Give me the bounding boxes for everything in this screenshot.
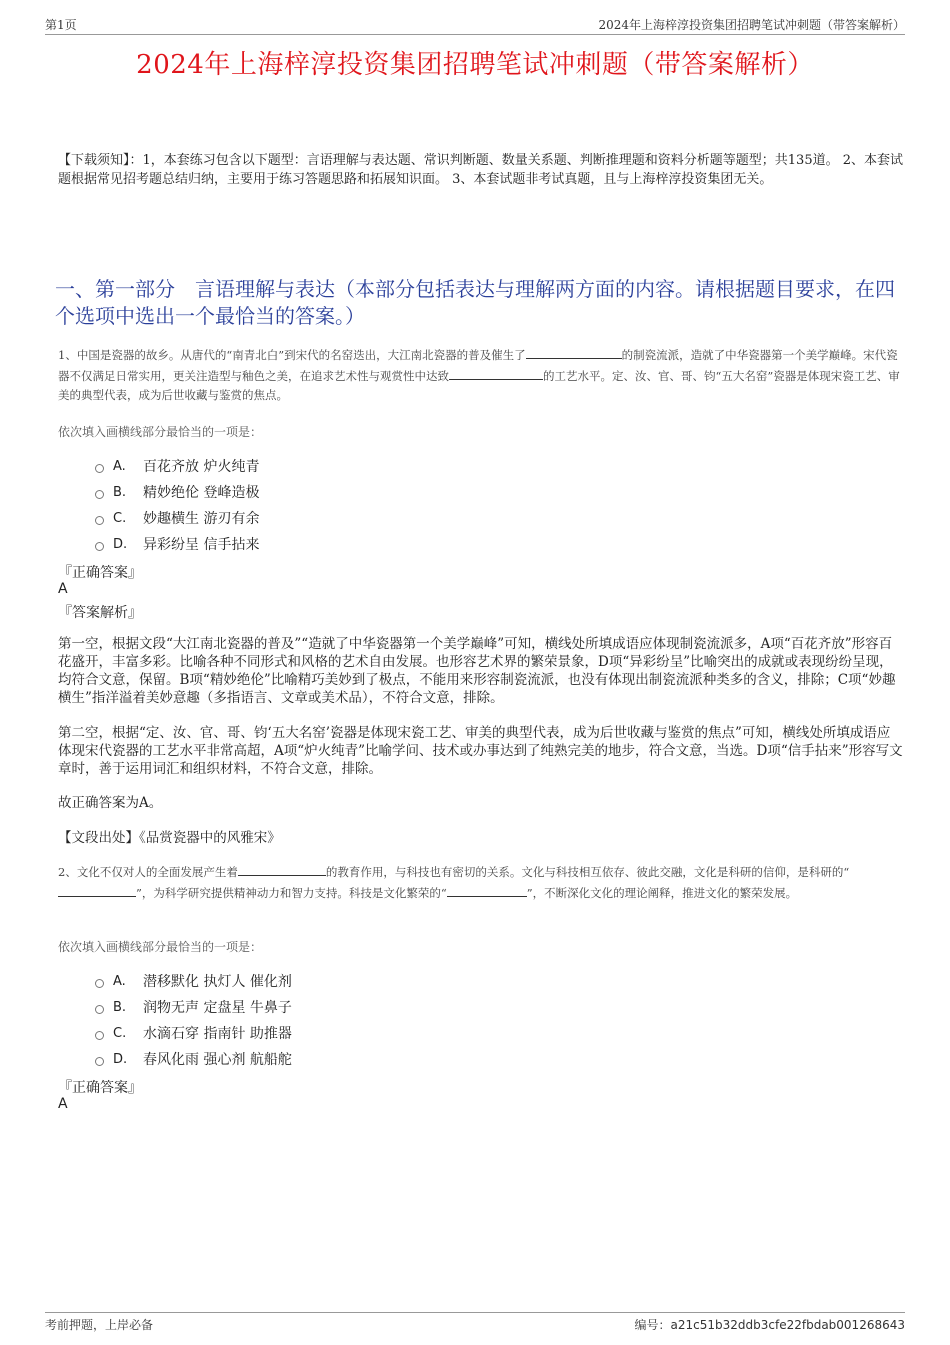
fill-blank [526,345,622,359]
option-d[interactable]: D. 异彩纷呈 信手拈来 [95,531,259,557]
option-a[interactable]: A. 潜移默化 执灯人 催化剂 [95,968,292,994]
q1-text-part: 的工艺水平。定、汝、官、哥、钧“五大名窑”瓷器是体现宋瓷工艺、审美的典型代表，成为后世收藏与鉴赏的焦点。 [58,368,900,402]
analysis-paragraph-2: 第二空，根据“定、汝、官、哥、钧‘五大名窑’瓷器是体现宋瓷工艺、审美的典型代表，成为后世收藏与鉴赏的焦点”可知，横线处所填成语应体现宋代瓷器的工艺水平非常高超，A项“炉火纯青”比喻学问、技术或办事达到了纯熟完美的地步，符合文意，当选。D项“信手拈来”形容写文章时，善于运用词汇和组织材料，不符合文意，排除。 [58,725,903,777]
option-text: 精妙绝伦 登峰造极 [143,485,260,501]
analysis-paragraph-1: 第一空，根据文段“大江南北瓷器的普及”“造就了中华瓷器第一个美学巅峰”可知，横线处所填成语应体现制瓷流派多，A项“百花齐放”形容百花盛开，丰富多彩。比喻各种不同形式和风格的艺术自由发展。也形容艺术界的繁荣景象，D项“异彩纷呈”比喻突出的成就或表现纷纷呈现，均符合文意，保留。B项“精妙绝伦”比喻精巧美妙到了极点，不能用来形容制瓷流派，也没有体现出制瓷流派种类多的含义，排除；C项“妙趣横生”指洋溢着美妙意趣（多指语言、文章或美术品），不符合文意，排除。 [58,636,896,706]
doc-id-label: 编号： [634,1318,671,1332]
passage-source: 【文段出处】《品赏瓷器中的风雅宋》 [58,830,281,846]
option-c[interactable]: C. 水滴石穿 指南针 助推器 [95,1020,292,1046]
option-text: 潜移默化 执灯人 催化剂 [143,974,292,990]
download-notice: 【下载须知】：1，本套练习包含以下题型：言语理解与表达题、常识判断题、数量关系题、判断推理题和资料分析题等题型；共135道。 2、本套试题根据常见招考题总结归纳，主要用于练习答题思路和拓展知识面。 3、本套试题非考试真题，且与上海梓淳投资集团无关。 [58,153,903,187]
option-text: 百花齐放 炉火纯青 [143,459,260,475]
fill-blank [58,883,136,897]
question-1-text [58,345,903,406]
q2-text-part: 2、文化不仅对人的全面发展产生着 [58,865,238,879]
analysis-conclusion: 故正确答案为A。 [58,795,163,811]
radio-circle-icon[interactable] [95,1005,104,1014]
correct-answer-label: 『正确答案』 [58,1080,142,1096]
question-2-prompt: 依次填入画横线部分最恰当的一项是： [58,940,263,954]
correct-answer-label: 『正确答案』 [58,565,142,581]
fill-blank [449,366,543,380]
question-2-text [58,862,903,903]
footer-doc-id [635,1316,906,1333]
option-text: 润物无声 定盘星 牛鼻子 [143,1000,292,1016]
radio-circle-icon[interactable] [95,542,104,551]
question-1-prompt: 依次填入画横线部分最恰当的一项是： [58,425,263,439]
q1-text-part: 的制瓷流派，造就了中华瓷器第一个美学巅峰。宋代瓷器不仅满足日常实用，更关注造型与釉色之美，在追求艺术性与观赏性中达致 [58,348,898,383]
option-b[interactable]: B. 润物无声 定盘星 牛鼻子 [95,994,292,1020]
option-text: 异彩纷呈 信手拈来 [143,537,260,553]
page-number: 第1页 [45,18,77,32]
page-header [45,14,905,35]
header-doc-title: 2024年上海梓淳投资集团招聘笔试冲刺题（带答案解析） [598,18,905,32]
correct-answer: A [58,581,68,597]
radio-circle-icon[interactable] [95,1057,104,1066]
correct-answer: A [58,1096,68,1112]
analysis-label: 『答案解析』 [58,605,142,621]
page-footer [45,1312,905,1332]
q2-text-part: ”，不断深化文化的理论阐释，推进文化的繁荣发展。 [526,885,798,900]
fill-blank [238,862,326,876]
document-title: 2024年上海梓淳投资集团招聘笔试冲刺题（带答案解析） [136,50,814,80]
question-1-options [95,453,259,557]
radio-circle-icon[interactable] [95,464,104,473]
q2-text-part: 的教育作用，与科技也有密切的关系。文化与科技相互依存、彼此交融，文化是科研的信仰，是科研的“ [325,865,850,879]
radio-circle-icon[interactable] [95,979,104,988]
radio-circle-icon[interactable] [95,1031,104,1040]
fill-blank [447,883,527,897]
option-c[interactable]: C. 妙趣横生 游刃有余 [95,505,259,531]
option-text: 妙趣横生 游刃有余 [143,511,260,527]
option-a[interactable]: A. 百花齐放 炉火纯青 [95,453,259,479]
q2-text-part: ”，为科学研究提供精神动力和智力支持。科技是文化繁荣的“ [136,885,447,900]
footer-slogan: 考前押题，上岸必备 [45,1318,154,1332]
option-b[interactable]: B. 精妙绝伦 登峰造极 [95,479,259,505]
option-text: 水滴石穿 指南针 助推器 [143,1026,292,1042]
question-2-options [95,968,292,1072]
option-text: 春风化雨 强心剂 航船舵 [143,1052,292,1068]
option-d[interactable]: D. 春风化雨 强心剂 航船舵 [95,1046,292,1072]
doc-id-code: a21c51b32ddb3cfe22fbdab001268643 [670,1318,905,1332]
q1-text-part: 1、中国是瓷器的故乡。从唐代的“南青北白”到宋代的名窑迭出，大江南北瓷器的普及催生了 [58,348,526,362]
radio-circle-icon[interactable] [95,516,104,525]
section-heading: 一、第一部分 言语理解与表达（本部分包括表达与理解两方面的内容。请根据题目要求，在四个选项中选出一个最恰当的答案。） [55,277,895,328]
radio-circle-icon[interactable] [95,490,104,499]
